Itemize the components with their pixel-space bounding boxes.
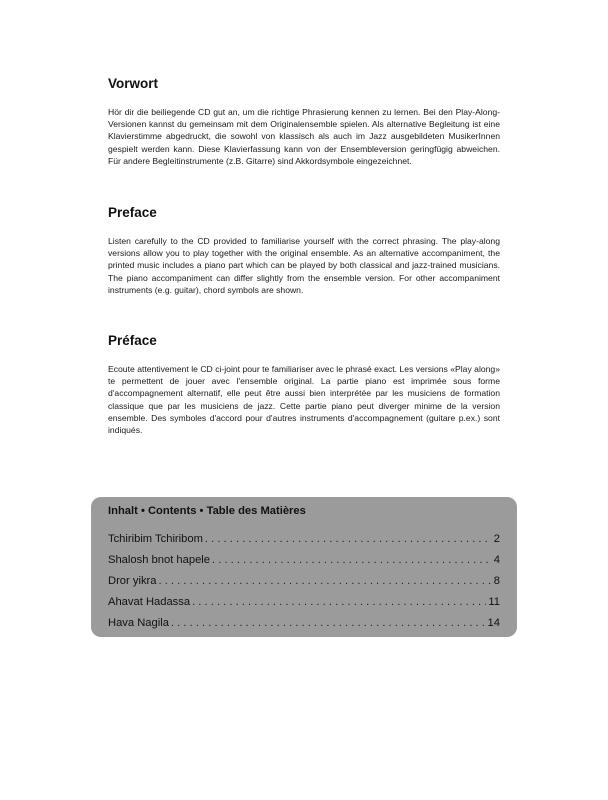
toc-title: Inhalt • Contents • Table des Matières [108, 505, 306, 517]
toc-entry-title: Dror yikra [108, 575, 157, 587]
section-body: Hör dir die beiliegende CD gut an, um die richtige Phrasierung kennen zu lernen. Bei den Play-Along-Versionen kannst du gemeinsam mit dem Originalensemble spielen. Als alternative Begleitung ist eine Klavierstimme abgedruckt, die sowohl von klassisch als auch im Jazz ausgebildeten MusikerInnen gespielt werden kann. Diese Klavierfassung kann von der Ensembleversion geringfügig abweichen. Für andere Begleitinstrumente (z.B. Gitarre) sind Akkordsymbole eingezeichnet. [108, 107, 500, 166]
toc-entry-page: 2 [493, 533, 500, 545]
toc-entry-title: Ahavat Hadassa [108, 596, 191, 608]
section-heading: Preface [108, 205, 157, 220]
toc-entry-page: 4 [493, 554, 500, 566]
toc-entry [108, 554, 500, 575]
section-body: Ecoute attentivement le CD ci-joint pour te familiariser avec le phrasé exact. Les versions «Play along» te permettent de jouer avec l'ensemble original. La partie piano est imprimée sous forme d'accompagnement alternatif, elle peut être aussi bien interprétée par les musiciens de formation classique que par les musiciens de jazz. Cette partie piano peut diverger minime de la version ensemble. Des symboles d'accord pour d'autres instruments d'accompagnement (guitare p.ex.) sont indiqués. [108, 364, 500, 436]
toc-entry-page: 11 [488, 596, 500, 608]
toc-entry-page: 14 [487, 617, 500, 629]
preface-english-section [108, 205, 500, 296]
toc-entry [108, 575, 500, 596]
section-body: Listen carefully to the CD provided to familiarise yourself with the correct phrasing. The play-along versions allow you to play together with the original ensemble. As an alternative accompaniment, the printed music includes a piano part which can be played by both classical and jazz-trained musicians. The piano accompaniment can differ slightly from the ensemble version. For other accompaniment instruments (e.g. guitar), chord symbols are shown. [108, 236, 500, 295]
toc-entry-title: Shalosh bnot hapele [108, 554, 211, 566]
toc-dot-leader [171, 617, 486, 629]
toc-dot-leader [158, 575, 491, 587]
toc-entry-title: Hava Nagila [108, 617, 169, 629]
toc-dot-leader [192, 596, 486, 608]
toc-entry-page: 8 [493, 575, 500, 587]
section-heading: Vorwort [108, 76, 158, 91]
toc-dot-leader [212, 554, 492, 566]
section-heading: Préface [108, 333, 157, 348]
table-of-contents [91, 497, 517, 637]
toc-entry [108, 596, 500, 617]
toc-entry [108, 617, 500, 638]
toc-list [108, 533, 500, 638]
toc-entry [108, 533, 500, 554]
toc-entry-title: Tchiribim Tchiribom [108, 533, 203, 545]
preface-german-section [108, 76, 500, 167]
toc-dot-leader [205, 533, 492, 545]
preface-french-section [108, 333, 500, 436]
